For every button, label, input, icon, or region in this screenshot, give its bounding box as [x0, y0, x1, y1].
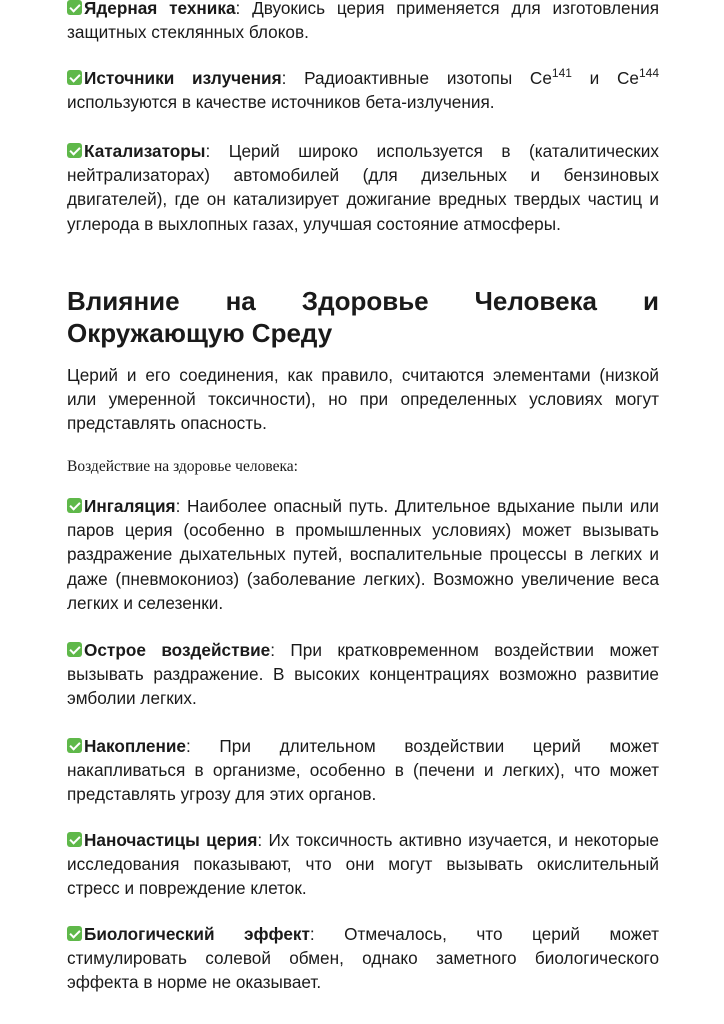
section-heading	[67, 285, 659, 349]
item-term: Ингаляция	[84, 496, 176, 516]
item-text: : Радиоактивные изотопы Ce	[281, 68, 552, 88]
item-term: Наночастицы церия	[84, 830, 258, 850]
check-mark-icon	[67, 642, 82, 657]
subheading-text: Воздействие на здоровье человека:	[67, 458, 298, 475]
item-text: : Церий широко используется в (каталитических нейтрализаторах) автомобилей (для дизельных и бензиновых двигателей), где он катализирует дожигание вредных твердых частиц и углерода в выхлопных газах, улучшая состояние атмосферы.	[67, 141, 659, 234]
item-term: Биологический эффект	[84, 924, 310, 944]
item-term: Ядерная техника	[84, 0, 236, 18]
item-term: Накопление	[84, 736, 186, 756]
item-text: : Их токсичность активно изучается, и некоторые исследования показывают, что они могут вызывать окислительный стресс и повреждение клеток.	[67, 830, 659, 899]
intro-text: Церий и его соединения, как правило, считаются элементами (низкой или умеренной токсичности), но при определенных условиях могут представлять опасность.	[67, 365, 659, 434]
check-mark-icon	[67, 0, 82, 15]
isotope-superscript: 141	[551, 66, 572, 80]
item-text: и Ce	[571, 68, 639, 88]
subheading	[67, 456, 659, 478]
item-text: : Двуокись церия применяется для изготовления защитных стеклянных блоков.	[67, 0, 659, 43]
check-mark-icon	[67, 70, 82, 85]
item-text: : Наиболее опасный путь. Длительное вдыхание пыли или паров церия (особенно в промышленных условиях) может вызывать раздражение дыхательных путей, воспалительные процессы в легких и даже (пневмокониоз) (заболевание легких). Возможно увеличение веса легких и селезенки.	[67, 496, 659, 613]
list-item	[67, 734, 659, 807]
check-mark-icon	[67, 498, 82, 513]
check-mark-icon	[67, 926, 82, 941]
list-item	[67, 139, 659, 236]
list-item	[67, 922, 659, 995]
check-mark-icon	[67, 738, 82, 753]
check-mark-icon	[67, 143, 82, 158]
heading-text: Влияние на Здоровье Человека и Окружающую Среду	[67, 286, 659, 348]
item-text: используются в качестве источников бета-излучения.	[67, 92, 495, 113]
list-item	[67, 0, 659, 44]
item-term: Источники излучения	[84, 68, 282, 88]
list-item	[67, 828, 659, 901]
item-term: Острое воздействие	[84, 640, 271, 660]
list-item	[67, 66, 659, 114]
list-item	[67, 494, 659, 615]
list-item	[67, 638, 659, 711]
item-text: : При кратковременном воздействии может вызывать раздражение. В высоких концентрациях возможно развитие эмболии легких.	[67, 640, 659, 709]
item-text: : Отмечалось, что церий может стимулировать солевой обмен, однако заметного биологического эффекта в норме не оказывает.	[67, 924, 659, 993]
intro-paragraph	[67, 363, 659, 436]
isotope-superscript: 144	[638, 66, 659, 80]
item-text: : При длительном воздействии церий может накапливаться в организме, особенно в (печени и легких), что может представлять угрозу для этих органов.	[67, 736, 659, 805]
check-mark-icon	[67, 832, 82, 847]
item-term: Катализаторы	[84, 141, 206, 161]
